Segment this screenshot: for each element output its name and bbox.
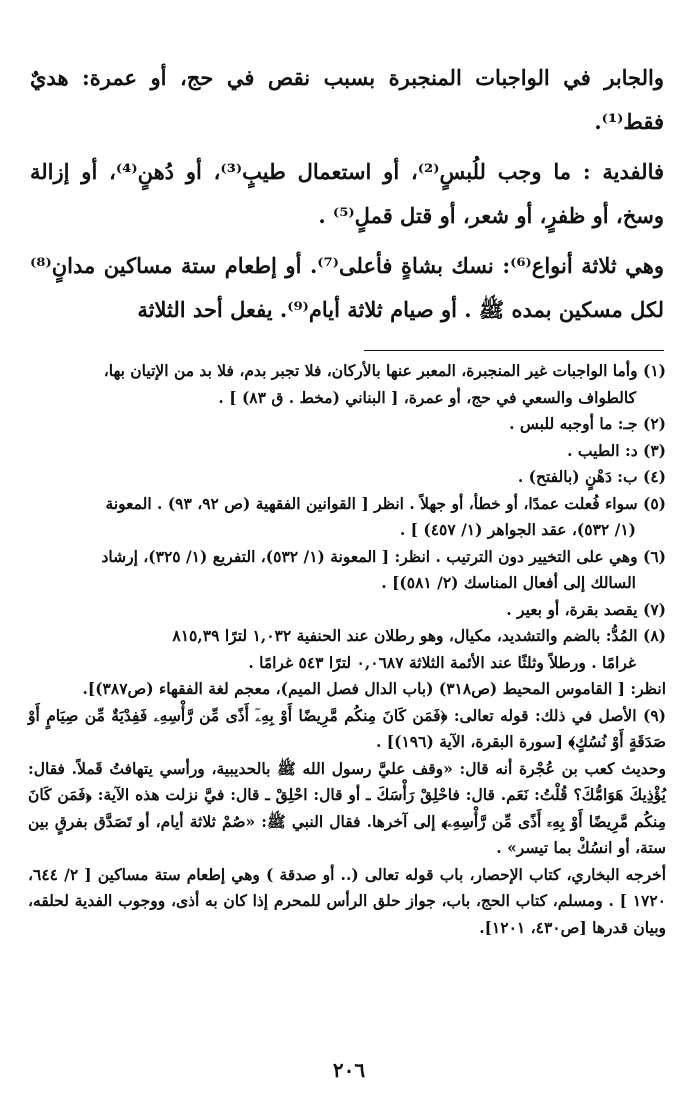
footnote-4: (٤) ب: دَهْنٍ (بالفتح) . — [517, 467, 666, 486]
footnote-6: (٦) وهي على التخيير دون الترتيب . انظر: [ المعونة (١/ ٥٣٢)، التفريع (١/ ٣٢٥)، إرشاد — [101, 546, 666, 566]
footnote-5-cont: (١/ ٥٣٢)، عقد الجواهر (١/ ٤٥٧) ] . — [399, 520, 636, 539]
footnote-5: (٥) سواء فُعلت عمدًا، أو خطأ، أو جهلاً . انظر [ القوانين الفقهية (ص ٩٢، ٩٣) . المعونة — [105, 493, 666, 513]
footnote-separator — [364, 350, 664, 351]
footnote-9: (٩) الأصل في ذلك: قوله تعالى: ﴿فَمَن كَانَ مِنكُم مَّرِيضًا أَوْ بِهِۦٓ أَذًى مِّن رَّأْسِهِۦ فَفِدْيَةٌ مِّن صِيَامٍ أَوْ صَدَقَةٍ أَوْ نُسُكٍ﴾ [سورة البقرة، الآية (١٩٦)] . — [28, 705, 666, 751]
footnote-8: (٨) المُدُّ: بالضم والتشديد، مكيال، وهو رطلان عند الحنفية ١,٠٣٢ لترًا ٨١٥,٣٩ — [172, 626, 666, 645]
main-paragraph-3: وهي ثلاثة أنواع⁽⁶⁾: نسك بشاةٍ فأعلى⁽⁷⁾. أو إطعام ستة مساكين مدانٍ⁽⁸⁾ لكل مسكين بمده ﷺ . أو صيام ثلاثة أيام⁽⁹⁾. يفعل أحد الثلاثة — [30, 253, 664, 322]
main-paragraph-2: فالفدية : ما وجب للُبسٍ⁽²⁾، أو استعمال طيبٍ⁽³⁾، أو دُهنٍ⁽⁴⁾، أو إزالة وسخ، أو ظفرٍ، أو شعر، أو قتل قملٍ⁽⁵⁾ . — [30, 159, 665, 228]
main-paragraph-1: والجابر في الواجبات المنجبرة بسبب نقص في حج، أو عمرة: هديٌ فقط⁽¹⁾. — [30, 65, 664, 134]
footnote-1-cont: كالطواف والسعي في حج، أو عمرة، [ البناني (مخط . ق ٨٣) ] . — [218, 387, 636, 407]
footnote-2: (٢) جـ: ما أوجبه للبس . — [509, 414, 666, 433]
footnote-8-ref: انظر: [ القاموس المحيط (ص٣١٨) (باب الدال فصل الميم)، معجم لغة الفقهاء (ص٣٨٧)]. — [82, 679, 666, 698]
footnote-7: (٧) يقصد بقرة، أو بعير . — [506, 599, 666, 619]
page-number: ٢٠٦ — [332, 1058, 366, 1082]
footnote-6-cont: السالك إلى أفعال المناسك (٢/ ٥٨١)] . — [381, 573, 636, 592]
main-text — [30, 56, 664, 332]
footnote-9-hadith: وحديث كعب بن عُجْرة أنه قال: «وقف عليَّ رسول الله ﷺ بالحديبية، ورأسي يتهافتُ قَملاً. فقال: يُؤْذِيكَ هَوَامُّكَ؟ قُلْتُ: نَعَم. قال: فاحْلِقْ رَأْسَكَ ـ أو قال: احْلِقْ ـ قال: فيَّ نزلت هذه الآية: ﴿فَمَن كَانَ مِنكُم مَّرِيضًا أَوْ بِهِۦٓ أَذًى مِّن رَّأْسِهِۦ﴾ إلى آخرها. فقال النبي ﷺ: «صُمْ ثلاثة أيام، أو تَصَدَّق بفرقٍ بين ستة، أو انسُكْ بما تيسر» . — [28, 758, 666, 857]
footnote-9-source: أخرجه البخاري، كتاب الإحصار، باب قوله تعالى (.. أو صدقة ) وهي إطعام ستة مساكين [ ٢/ ٦٤٤، ١٧٢٠ ] . ومسلم، كتاب الحج، باب، جواز حلق الرأس للمحرم إذا كان به أذى، ووجوب الفدية لحلقه، وبيان قدرها [ص٤٣٠، ١٢٠١]. — [28, 864, 667, 937]
footnotes — [28, 358, 666, 941]
footnote-3: (٣) د: الطيب . — [567, 440, 666, 460]
footnote-8-cont: غرامًا . ورطلاً وثلثًا عند الأئمة الثلاثة ٠,٠٦٨٧ لترًا ٥٤٣ غرامًا . — [248, 652, 636, 672]
footnote-1: (١) وأما الواجبات غير المنجبرة، المعبر عنها بالأركان، فلا تجبر بدم، فلا بد من الإتيان بها، — [103, 361, 666, 380]
